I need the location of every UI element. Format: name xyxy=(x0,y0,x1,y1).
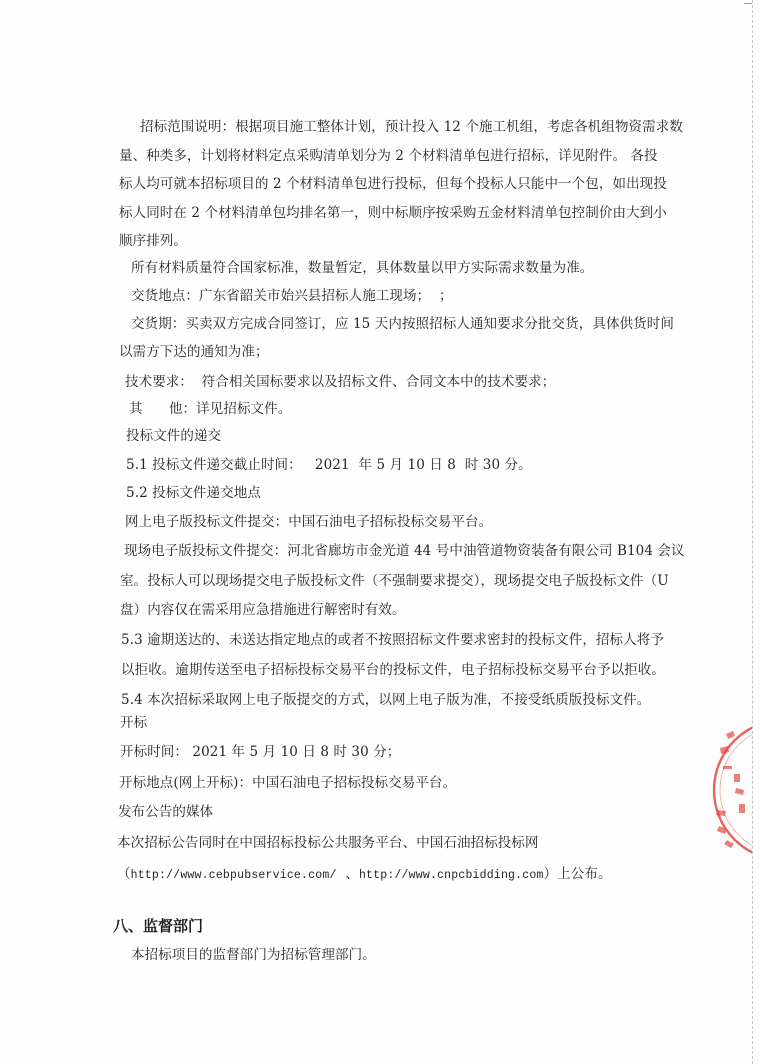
onsite-submission-line: 盘）内容仅在需采用应急措施进行解密时有效。 xyxy=(120,602,406,618)
submission-location-heading: 5.2 投标文件递交地点 xyxy=(126,485,261,501)
quality-statement: 所有材料质量符合国家标准，数量暂定，具体数量以甲方实际需求数量为准。 xyxy=(131,260,594,276)
paren-open: （ xyxy=(117,866,131,882)
scope-note-line: 标人均可就本招标项目的 2 个材料清单包进行投标，但每个投标人只能中一个包，如出现投 xyxy=(119,176,667,192)
scope-note-line: 量、种类多，计划将材料定点采购清单划分为 2 个材料清单包进行招标，详见附件。 各投 xyxy=(119,148,658,164)
scope-note-line: 标人同时在 2 个材料清单包均排名第一，则中标顺序按采购五金材料清单包控制价由大到小 xyxy=(119,205,667,221)
opening-time: 开标时间： 2021 年 5 月 10 日 8 时 30 分； xyxy=(120,744,401,760)
cnpcbidding-link[interactable]: http://www.cnpcbidding.com xyxy=(358,869,544,882)
media-heading: 发布公告的媒体 xyxy=(118,804,214,820)
delivery-period-line: 以需方下达的通知为准； xyxy=(119,344,269,360)
red-seal-stamp xyxy=(706,714,752,866)
onsite-submission-line: 室。投标人可以现场提交电子版投标文件（不强制要求提交），现场提交电子版投标文件（U xyxy=(120,573,669,589)
link-separator: 、 xyxy=(336,866,359,882)
paren-close: ）上公布。 xyxy=(543,866,612,882)
opening-location: 开标地点(网上开标)：中国石油电子招标投标交易平台。 xyxy=(119,775,457,791)
submission-heading: 投标文件的递交 xyxy=(126,428,222,444)
section-8-body: 本招标项目的监督部门为招标管理部门。 xyxy=(131,947,376,963)
media-intro: 本次招标公告同时在中国招标投标公共服务平台、中国石油招标投标网 xyxy=(117,835,539,851)
tech-requirements: 技术要求： 符合相关国标要求以及招标文件、合同文本中的技术要求； xyxy=(125,374,556,390)
other-terms: 其 他：详见招标文件。 xyxy=(129,401,292,417)
submission-deadline: 5.1 投标文件递交截止时间： 2021 年 5 月 10 日 8 时 30 分。 xyxy=(126,457,532,473)
scope-note-line: 顺序排列。 xyxy=(119,233,187,249)
media-sources-line xyxy=(117,864,612,886)
opening-heading: 开标 xyxy=(120,715,148,731)
onsite-submission-line: 现场电子版投标文件提交：河北省廊坊市金光道 44 号中油管道物资装备有限公司 B104 会议 xyxy=(124,543,685,559)
delivery-location: 交货地点：广东省韶关市始兴县招标人施工现场； ； xyxy=(131,288,453,304)
delivery-period-line: 交货期：买卖双方完成合同签订，应 15 天内按照招标人通知要求分批交货，具体供货时间 xyxy=(131,316,674,332)
online-submission: 网上电子版投标文件提交：中国石油电子招标投标交易平台。 xyxy=(125,514,493,530)
section-8-heading: 八、监督部门 xyxy=(113,917,204,935)
scan-corner-mark xyxy=(744,3,752,8)
scope-note-line: 招标范围说明：根据项目施工整体计划，预计投入 12 个施工机组，考虑各机组物资需求数 xyxy=(140,119,683,135)
scan-edge-line xyxy=(752,0,753,1064)
late-submission-line: 以拒收。逾期传送至电子招标投标交易平台的投标文件，电子招标投标交易平台予以拒收。 xyxy=(121,662,665,678)
cebpubservice-link[interactable]: http://www.cebpubservice.com/ xyxy=(130,869,337,882)
submission-method: 5.4 本次招标采取网上电子版提交的方式，以网上电子版为准，不接受纸质版投标文件。 xyxy=(121,692,651,708)
late-submission-line: 5.3 逾期送达的、未送达指定地点的或者不按照招标文件要求密封的投标文件，招标人将予 xyxy=(121,632,664,648)
